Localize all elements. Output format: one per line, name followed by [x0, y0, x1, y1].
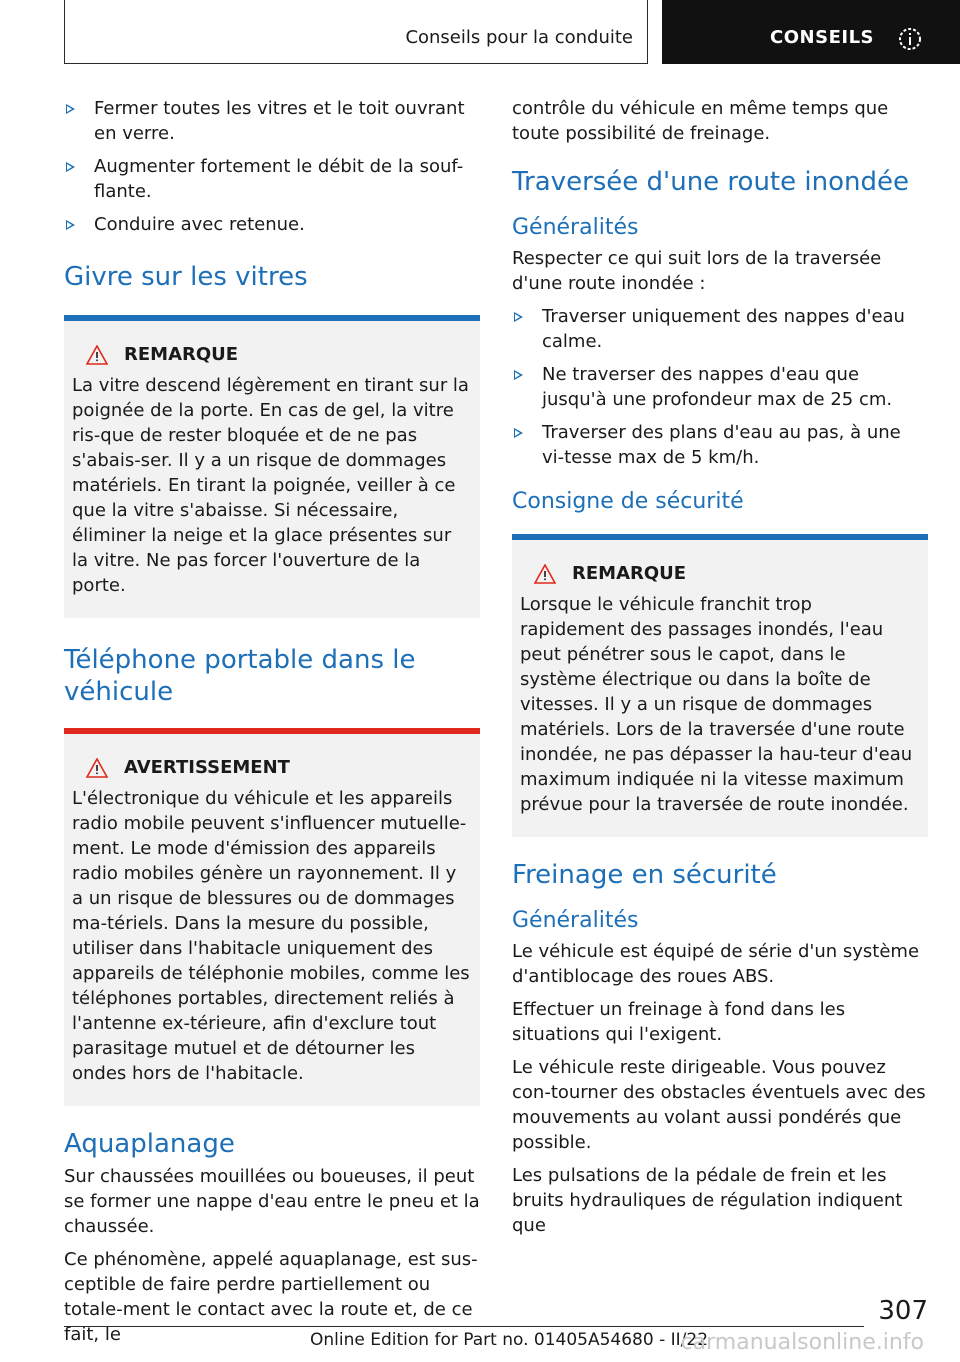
warning-triangle-icon — [534, 564, 556, 584]
notice-title: REMARQUE — [72, 343, 472, 367]
list-item: Traverser des plans d'eau au pas, à une vi-tesse max de 5 km/h. — [512, 420, 928, 470]
paragraph: contrôle du véhicule en même temps que toute possibilité de freinage. — [512, 98, 889, 144]
warning-triangle-icon — [86, 758, 108, 778]
footer-divider — [64, 1326, 864, 1327]
warning-triangle-icon — [86, 345, 108, 365]
header-section-box — [64, 0, 648, 64]
notice-remarque — [512, 534, 928, 837]
info-circle-icon — [898, 27, 922, 51]
list-item: Augmenter fortement le débit de la souf-flante. — [64, 154, 480, 204]
bullet-arrow-icon — [514, 312, 523, 322]
header-chapter-title: CONSEILS — [770, 27, 874, 48]
page-header — [0, 0, 960, 66]
notice-body: La vitre descend légèrement en tirant sur la poignée de la porte. En cas de gel, la vitre ris-que de rester bloquée et de ne pas s'abais-ser. Il y a un risque de dommages matériels. En tirant la poignée, veiller à ce que la vitre s'abaisse. Si nécessaire, éliminer la neige et la glace présentes sur la vitre. Ne pas forcer l'ouverture de la porte. — [72, 375, 469, 596]
paragraph: Ce phénomène, appelé aquaplanage, est sus-ceptible de faire perdre partiellement ou totale-ment le contact avec la route et, de ce fait, le — [64, 1249, 478, 1345]
subheading-consigne-securite: Consigne de sécurité — [512, 489, 744, 514]
bullet-arrow-icon — [514, 370, 523, 380]
paragraph: Sur chaussées mouillées ou boueuses, il peut se former une nappe d'eau entre le pneu et la chaussée. — [64, 1166, 480, 1237]
notice-body: Lorsque le véhicule franchit trop rapidement des passages inondés, l'eau peut pénétrer sous le capot, dans le système électrique ou dans la boîte de vitesses. Il y a un risque de dommages matériels. Lors de la traversée d'une route inondée, ne pas dépasser la hau-teur d'eau maximum indiquée ni la vitesse maximum prévue pour la traversée de route inondée. — [520, 594, 913, 815]
section-heading-givre: Givre sur les vitres — [64, 262, 308, 292]
list-item: Fermer toutes les vitres et le toit ouvrant en verre. — [64, 96, 480, 146]
right-column — [512, 96, 928, 1246]
bullet-arrow-icon — [514, 428, 523, 438]
bullet-arrow-icon — [66, 104, 75, 114]
bullet-arrow-icon — [66, 220, 75, 230]
notice-remarque — [64, 315, 480, 618]
paragraph: Effectuer un freinage à fond dans les situations qui l'exigent. — [512, 999, 846, 1045]
list-item: Conduire avec retenue. — [64, 212, 480, 237]
bullet-arrow-icon — [66, 162, 75, 172]
section-heading-route-inondee: Traversée d'une route inondée — [512, 167, 909, 197]
notice-body: L'électronique du véhicule et les appareils radio mobile peuvent s'influencer mutuelle-ment. Le mode d'émission des appareils radio mobiles génère un rayonnement. Il y a un risque de blessures ou de dommages ma-tériels. Dans la mesure du possible, utiliser dans l'habitacle uniquement des appareils de téléphonie mobiles, comme les téléphones portables, directement reliés à l'antenne ex-térieure, afin d'exclure tout parasitage mutuel et de détourner les ondes hors de l'habitacle. — [72, 788, 470, 1084]
paragraph: Le véhicule reste dirigeable. Vous pouvez con-tourner des obstacles éventuels avec des mouvements au volant aussi pondérés que possible. — [512, 1057, 926, 1153]
header-chapter-box — [662, 0, 960, 64]
watermark: carmanualsonline.info — [680, 1330, 924, 1355]
list-item: Traverser uniquement des nappes d'eau calme. — [512, 304, 928, 354]
section-heading-aquaplanage: Aquaplanage — [64, 1129, 235, 1159]
notice-title: REMARQUE — [520, 562, 920, 586]
paragraph: Le véhicule est équipé de série d'un système d'antiblocage des roues ABS. — [512, 941, 920, 987]
section-heading-telephone: Téléphone portable dans le véhicule — [64, 645, 416, 707]
left-column — [64, 96, 480, 1355]
paragraph: Les pulsations de la pédale de frein et les bruits hydrauliques de régulation indiquent que — [512, 1165, 903, 1236]
notice-avertissement — [64, 728, 480, 1106]
page-number: 307 — [878, 1296, 928, 1326]
paragraph: Respecter ce qui suit lors de la traversée d'une route inondée : — [512, 248, 882, 294]
section-heading-freinage: Freinage en sécurité — [512, 860, 777, 890]
notice-title: AVERTISSEMENT — [72, 756, 472, 780]
footer-edition: Online Edition for Part no. 01405A54680 - II/22 — [310, 1330, 709, 1350]
header-section-title: Conseils pour la conduite — [405, 27, 633, 48]
subheading-generalites: Généralités — [512, 215, 639, 240]
subheading-generalites: Généralités — [512, 908, 639, 933]
list-item: Ne traverser des nappes d'eau que jusqu'à une profondeur max de 25 cm. — [512, 362, 928, 412]
